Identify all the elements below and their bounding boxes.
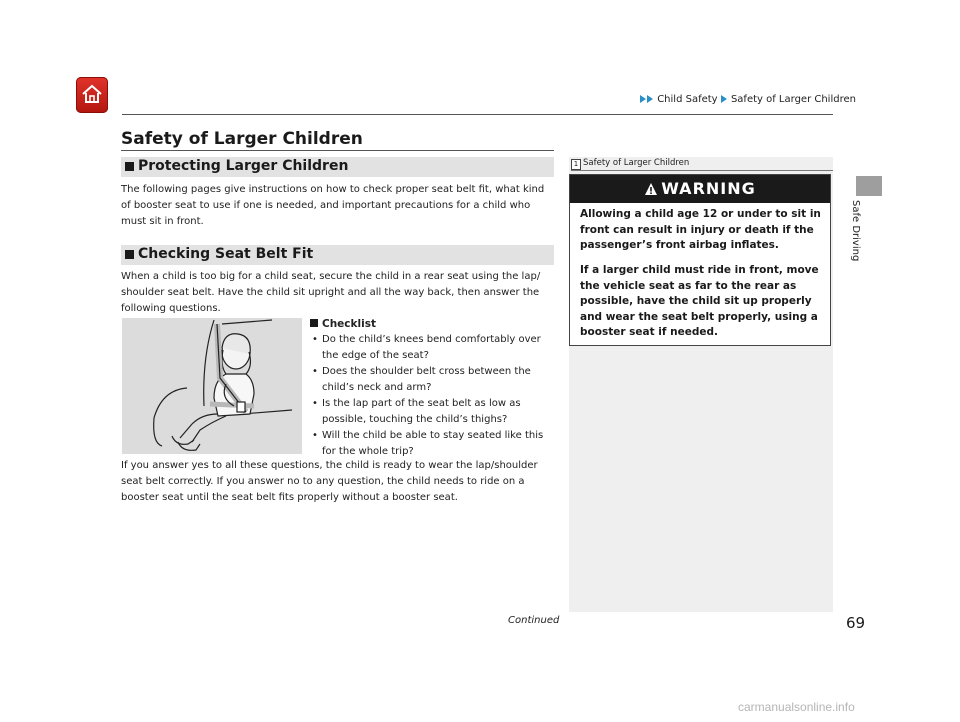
breadcrumb-arrow-icon (647, 95, 653, 103)
breadcrumb-arrow-icon (640, 95, 646, 103)
warning-text: Allowing a child age 12 or under to sit in front can result in injury or death if the passenger’s front airbag inflates. (580, 208, 821, 251)
sidebar-label[interactable]: Safe Driving (850, 200, 861, 262)
square-bullet-icon (310, 319, 318, 327)
warning-box (569, 174, 831, 346)
warning-header (570, 175, 830, 203)
sidebar-label-wrap (847, 200, 867, 280)
square-bullet-icon (125, 162, 134, 171)
breadcrumb (640, 94, 856, 105)
checklist-item: • Do the child’s knees bend comfortably over the edge of the seat? (310, 332, 560, 364)
section-title: Protecting Larger Children (138, 158, 349, 174)
checklist (310, 316, 560, 460)
checklist-heading (310, 316, 560, 332)
reference-number: 1 (571, 159, 581, 170)
section-title: Checking Seat Belt Fit (138, 246, 314, 262)
panel-heading (571, 158, 689, 170)
checklist-item: • Is the lap part of the seat belt as low as possible, touching the child’s thighs? (310, 396, 560, 428)
breadcrumb-current: Safety of Larger Children (730, 94, 856, 105)
section-header-protecting (121, 157, 554, 177)
square-bullet-icon (125, 250, 134, 259)
checklist-title: Checklist (322, 318, 376, 330)
warning-triangle-icon (644, 182, 658, 196)
title-rule (121, 150, 554, 151)
page-title: Safety of Larger Children (121, 129, 363, 149)
panel-rule (571, 170, 833, 171)
child-seat-belt-illustration (122, 318, 302, 454)
section-header-checking (121, 245, 554, 265)
breadcrumb-arrow-icon (721, 95, 727, 103)
section-text-checking: When a child is too big for a child seat, secure the child in a rear seat using the lap/ shoulder seat belt. Have the child sit upright and all the way back, then answer the following questions. (121, 271, 541, 314)
breadcrumb-child-safety[interactable]: Child Safety (657, 94, 718, 105)
checklist-items (310, 332, 560, 460)
continued-label: Continued (508, 615, 560, 626)
section-text-result: If you answer yes to all these questions, the child is ready to wear the lap/shoulder seat belt correctly. If you answer no to any question, the child needs to ride on a booster seat until the seat belt fits properly without a booster seat. (121, 460, 538, 503)
checklist-item: • Will the child be able to stay seated like this for the whole trip? (310, 428, 560, 460)
child-seated-icon (122, 318, 302, 454)
warning-text: If a larger child must ride in front, move the vehicle seat as far to the rear as possible, have the child sit up properly and wear the seat belt properly, using a booster seat if needed. (580, 264, 819, 338)
header-rule (122, 114, 833, 115)
warning-label: WARNING (661, 179, 756, 198)
home-icon[interactable] (76, 77, 108, 113)
sidebar-tab[interactable] (856, 176, 882, 196)
page-number: 69 (846, 614, 866, 632)
watermark: carmanualsonline.info (738, 700, 855, 714)
section-text-protecting: The following pages give instructions on how to check proper seat belt fit, what kind of booster seat to use if one is needed, and important precautions for a child who must sit in front. (121, 184, 545, 227)
checklist-item: • Does the shoulder belt cross between the child’s neck and arm? (310, 364, 560, 396)
panel-title: Safety of Larger Children (583, 158, 690, 168)
